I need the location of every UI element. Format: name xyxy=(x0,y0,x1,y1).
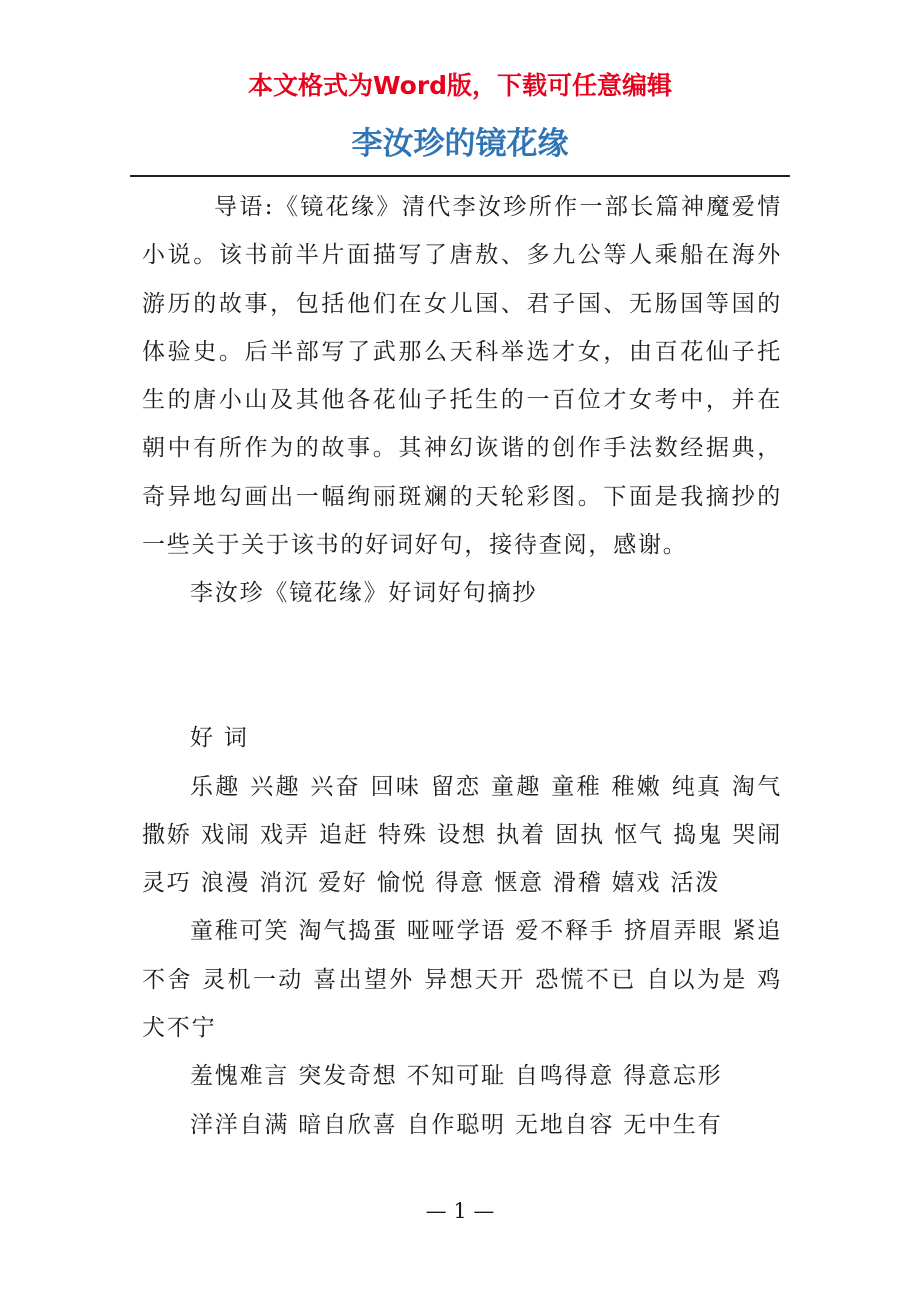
word-list-paragraph-3: 羞愧难言 突发奇想 不知可耻 自鸣得意 得意忘形 xyxy=(190,1063,723,1090)
excerpt-subtitle: 李汝珍《镜花缘》好词好句摘抄 xyxy=(190,580,538,607)
title-divider xyxy=(130,175,790,177)
document-body xyxy=(142,183,782,1149)
page-number: — 1 — xyxy=(425,1199,495,1223)
download-banner: 本文格式为Word版，下载可任意编辑 xyxy=(247,71,673,100)
section-heading-good-words: 好 词 xyxy=(190,725,249,752)
intro-paragraph: 导语:《镜花缘》清代李汝珍所作一部长篇神魔爱情小说。该书前半片面描写了唐敖、多九公等人乘船在海外游历的故事，包括他们在女儿国、君子国、无肠国等国的体验史。后半部写了武那么天科举选才女，由百花仙子托生的唐小山及其他各花仙子托生的一百位才女考中，并在朝中有所作为的故事。其神幻诙谐的创作手法数经据典，奇异地勾画出一幅绚丽斑斓的天轮彩图。下面是我摘抄的一些关于关于该书的好词好句，接待查阅，感谢。 xyxy=(142,194,782,559)
document-title: 李汝珍的镜花缘 xyxy=(351,126,569,162)
word-list-paragraph-1: 乐趣 兴趣 兴奋 回味 留恋 童趣 童稚 稚嫩 纯真 淘气 撒娇 戏闹 戏弄 追赶 特殊 设想 执着 固执 怄气 捣鬼 哭闹 灵巧 浪漫 消沉 爱好 愉悦 得意 惬意 滑稽 嬉戏 活泼 xyxy=(142,773,782,897)
word-list-paragraph-4: 洋洋自满 暗自欣喜 自作聪明 无地自容 无中生有 xyxy=(190,1111,723,1138)
blank-space xyxy=(142,618,782,715)
word-list-paragraph-2: 童稚可笑 淘气捣蛋 哑哑学语 爱不释手 挤眉弄眼 紧追不舍 灵机一动 喜出望外 异想天开 恐慌不已 自以为是 鸡犬不宁 xyxy=(142,918,782,1042)
